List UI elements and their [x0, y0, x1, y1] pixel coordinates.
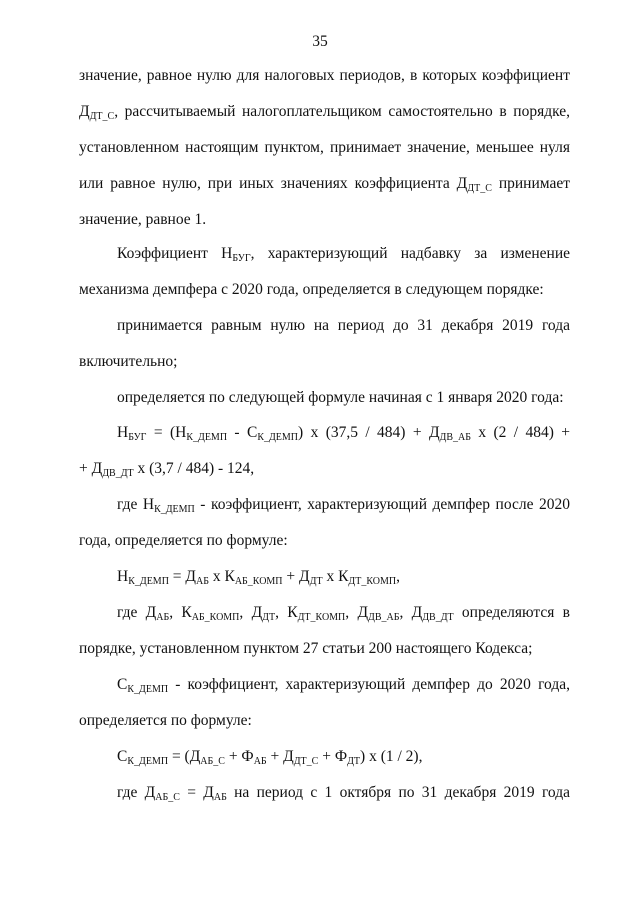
text-line [79, 174, 570, 194]
subscript-index: АБ [213, 792, 227, 803]
formula-line [79, 459, 570, 479]
text-line [117, 388, 570, 408]
formula-line [117, 423, 570, 443]
text-segment: С [117, 748, 128, 765]
text-segment: где Н [117, 496, 155, 513]
text-segment: определяется по следующей формуле начиная с 1 января 2020 года: [117, 389, 564, 406]
subscript-index: АБ [253, 756, 267, 767]
subscript-index: ДТ [309, 576, 323, 587]
text-line [79, 66, 570, 86]
subscript-index: ДТ_КОМП [297, 612, 346, 623]
text-segment: х (3,7 / 484) - 124, [133, 460, 255, 477]
subscript-index: ДТ_С [467, 183, 492, 194]
text-line [117, 783, 570, 803]
subscript-index: ДТ_С [89, 111, 115, 122]
text-segment: , Д [345, 604, 369, 621]
subscript-index: АБ_С [155, 792, 180, 803]
text-segment: определяются в [453, 604, 570, 621]
text-segment: где Д [117, 604, 157, 621]
subscript-index: ДТ [262, 612, 276, 623]
page-number: 35 [312, 33, 328, 50]
text-line [79, 531, 570, 551]
subscript-index: АБ [156, 612, 170, 623]
text-segment: + Д [282, 568, 310, 585]
text-segment: - коэффициент, характеризующий демпфер после 2020 [194, 496, 570, 513]
text-segment: + Ф [318, 748, 348, 765]
text-segment: , [396, 568, 400, 585]
subscript-index: К_ДЕМП [186, 432, 228, 443]
text-segment: х К [208, 568, 235, 585]
text-line [117, 495, 570, 515]
text-segment: , Д [239, 604, 263, 621]
subscript-index: ДТ [347, 756, 361, 767]
text-segment: ) х (37,5 / 484) + Д [298, 424, 440, 441]
text-line [117, 244, 570, 264]
formula-line [117, 567, 570, 587]
text-line [79, 210, 570, 230]
text-segment: года, определяется по формуле: [79, 532, 288, 549]
text-segment: С [117, 676, 128, 693]
text-line [117, 675, 570, 695]
text-line [117, 316, 570, 336]
subscript-index: БУГ [232, 253, 251, 264]
subscript-index: АБ [196, 576, 209, 587]
subscript-index: К_ДЕМП [154, 504, 195, 515]
text-segment: значение, равное 1. [79, 211, 207, 228]
text-segment: ) х (1 / 2), [360, 748, 423, 765]
subscript-index: АБ_С [200, 756, 225, 767]
text-segment: , характеризующий надбавку за изменение [250, 245, 570, 262]
text-segment: + Ф [224, 748, 254, 765]
subscript-index: К_ДЕМП [128, 576, 169, 587]
subscript-index: ДВ_ДТ [102, 468, 134, 479]
text-segment: или равное нулю, при иных значениях коэффициента Д [79, 175, 468, 192]
text-segment: значение, равное нулю для налоговых периодов, в которых коэффициент [79, 67, 570, 84]
text-segment: механизма демпфера с 2020 года, определяется в следующем порядке: [79, 281, 544, 298]
text-segment: установленном настоящим пунктом, принимает значение, меньшее нуля [79, 139, 570, 156]
text-line [117, 603, 570, 623]
subscript-index: БУГ [128, 432, 147, 443]
text-segment: = (Д [168, 748, 201, 765]
text-segment: Н [117, 568, 129, 585]
text-segment: принимается равным нулю на период до 31 декабря 2019 года [117, 317, 570, 334]
text-segment: х К [322, 568, 349, 585]
text-segment: Коэффициент Н [117, 245, 233, 262]
subscript-index: АБ_КОМП [234, 576, 283, 587]
text-segment: - коэффициент, характеризующий демпфер до 2020 года, [168, 676, 570, 693]
text-segment: где Д [117, 784, 156, 801]
text-segment: = (Н [146, 424, 187, 441]
subscript-index: ДВ_АБ [439, 432, 471, 443]
text-segment: , Д [399, 604, 423, 621]
subscript-index: ДТ_КОМП [348, 576, 397, 587]
text-segment: Д [79, 103, 90, 120]
text-segment: Н [117, 424, 129, 441]
text-segment: - С [227, 424, 258, 441]
text-line [79, 280, 570, 300]
text-line [79, 138, 570, 158]
subscript-index: К_ДЕМП [257, 432, 299, 443]
text-segment: = Д [168, 568, 196, 585]
formula-line [117, 747, 570, 767]
text-segment: х (2 / 484) + [471, 424, 571, 441]
text-segment: = Д [179, 784, 214, 801]
subscript-index: К_ДЕМП [127, 684, 169, 695]
text-line [79, 711, 570, 731]
subscript-index: К_ДЕМП [127, 756, 169, 767]
text-segment: + Д [79, 460, 103, 477]
text-segment: , К [275, 604, 298, 621]
subscript-index: ДВ_ДТ [422, 612, 454, 623]
text-segment: на период с 1 октября по 31 декабря 2019 года [226, 784, 570, 801]
text-segment: + Д [266, 748, 294, 765]
text-segment: , К [169, 604, 192, 621]
text-line [79, 639, 570, 659]
text-segment: , рассчитываемый налогоплательщиком самостоятельно в порядке, [114, 103, 570, 120]
text-segment: порядке, установленном пунктом 27 статьи 200 настоящего Кодекса; [79, 640, 533, 657]
text-line [79, 352, 570, 372]
subscript-index: АБ_КОМП [191, 612, 240, 623]
text-segment: принимает [491, 175, 570, 192]
subscript-index: ДТ_С [293, 756, 319, 767]
text-segment: определяется по формуле: [79, 712, 252, 729]
text-line [79, 102, 570, 122]
text-segment: включительно; [79, 353, 178, 370]
subscript-index: ДВ_АБ [368, 612, 400, 623]
